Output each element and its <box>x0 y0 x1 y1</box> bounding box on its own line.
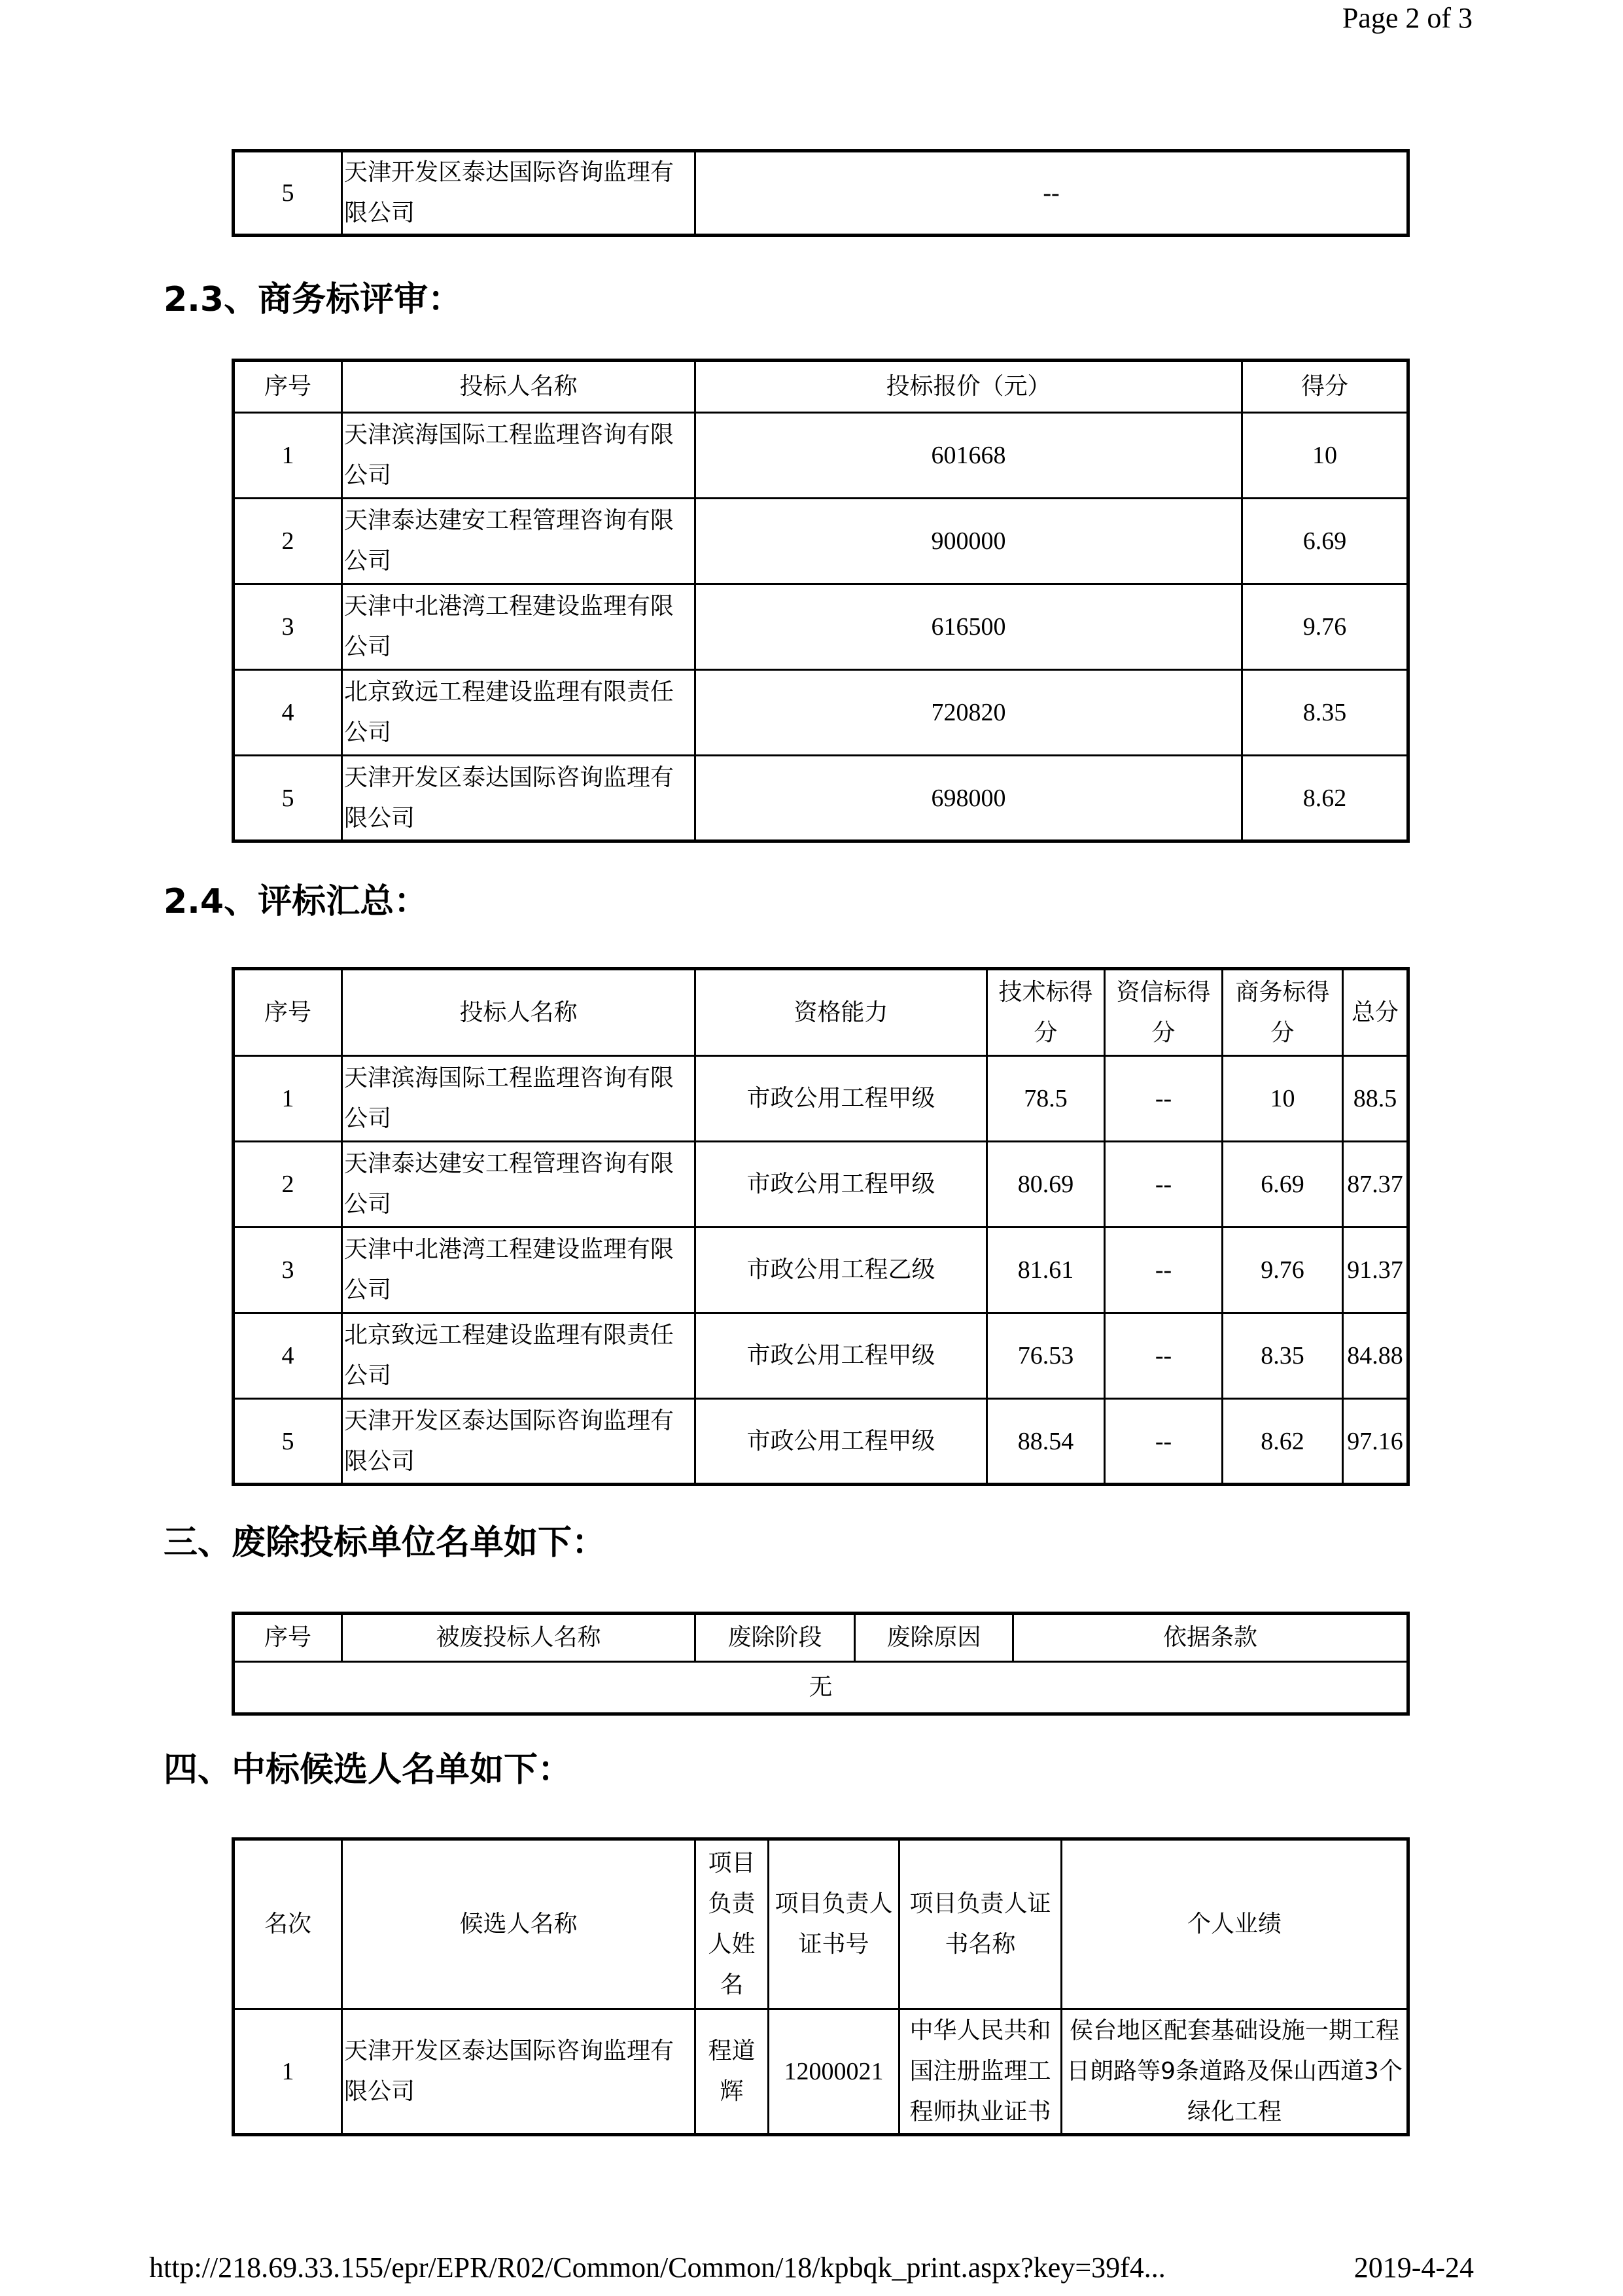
cell-qualification: 市政公用工程甲级 <box>695 1399 987 1485</box>
header-credit-score: 资信标得分 <box>1105 969 1223 1056</box>
cell-credit-score: -- <box>1105 1056 1223 1142</box>
cell-total-score: 88.5 <box>1343 1056 1408 1142</box>
cell-value: -- <box>695 151 1408 236</box>
cell-bidder-name: 天津中北港湾工程建设监理有限公司 <box>342 1227 695 1313</box>
header-disqualified-name: 被废投标人名称 <box>342 1614 695 1662</box>
cell-score: 8.35 <box>1242 670 1408 756</box>
disqualified-table <box>232 1612 1410 1716</box>
cell-technical-score: 88.54 <box>987 1399 1105 1485</box>
cell-bid-price: 698000 <box>695 756 1242 841</box>
cell-score: 6.69 <box>1242 499 1408 584</box>
table-row <box>234 584 1408 670</box>
cell-bidder-name: 天津滨海国际工程监理咨询有限公司 <box>342 1056 695 1142</box>
cell-bidder-name: 北京致远工程建设监理有限责任公司 <box>342 670 695 756</box>
header-business-score: 商务标得分 <box>1223 969 1343 1056</box>
header-rank: 名次 <box>234 1839 342 2009</box>
cell-bidder-name: 天津中北港湾工程建设监理有限公司 <box>342 584 695 670</box>
cell-bidder-name: 天津泰达建安工程管理咨询有限公司 <box>342 499 695 584</box>
cell-manager-name: 程道辉 <box>695 2009 769 2135</box>
cell-qualification: 市政公用工程甲级 <box>695 1056 987 1142</box>
cell-no: 2 <box>234 1142 342 1227</box>
header-basis-clause: 依据条款 <box>1013 1614 1408 1662</box>
cell-candidate-name: 天津开发区泰达国际咨询监理有限公司 <box>342 2009 695 2135</box>
cell-credit-score: -- <box>1105 1142 1223 1227</box>
header-cert-name: 项目负责人证书名称 <box>899 1839 1062 2009</box>
header-no: 序号 <box>234 1614 342 1662</box>
cell-bidder-name: 北京致远工程建设监理有限责任公司 <box>342 1313 695 1399</box>
business-bid-table <box>232 359 1410 843</box>
cell-business-score: 8.62 <box>1223 1399 1343 1485</box>
table-row <box>234 413 1408 499</box>
header-no: 序号 <box>234 969 342 1056</box>
table-row <box>234 1313 1408 1399</box>
table-row <box>234 1399 1408 1485</box>
page-number: Page 2 of 3 <box>1342 2 1473 34</box>
cell-qualification: 市政公用工程甲级 <box>695 1313 987 1399</box>
cell-credit-score: -- <box>1105 1399 1223 1485</box>
cell-score: 10 <box>1242 413 1408 499</box>
cell-bidder-name: 天津开发区泰达国际咨询监理有限公司 <box>342 151 695 236</box>
cell-bid-price: 900000 <box>695 499 1242 584</box>
cell-no: 4 <box>234 670 342 756</box>
table-row <box>234 1142 1408 1227</box>
cell-bid-price: 616500 <box>695 584 1242 670</box>
header-bidder-name: 投标人名称 <box>342 969 695 1056</box>
cell-total-score: 91.37 <box>1343 1227 1408 1313</box>
cell-bid-price: 720820 <box>695 670 1242 756</box>
cell-no: 3 <box>234 1227 342 1313</box>
table-row <box>234 756 1408 841</box>
table-row <box>234 670 1408 756</box>
cell-total-score: 87.37 <box>1343 1142 1408 1227</box>
heading-4: 四、中标候选人名单如下： <box>164 1750 572 1790</box>
header-candidate-name: 候选人名称 <box>342 1839 695 2009</box>
cell-bidder-name: 天津泰达建安工程管理咨询有限公司 <box>342 1142 695 1227</box>
cell-business-score: 9.76 <box>1223 1227 1343 1313</box>
cell-business-score: 10 <box>1223 1056 1343 1142</box>
evaluation-summary-table <box>232 967 1410 1486</box>
cell-score: 8.62 <box>1242 756 1408 841</box>
cell-bid-price: 601668 <box>695 413 1242 499</box>
footer-date: 2019-4-24 <box>1353 2252 1474 2284</box>
table-row <box>234 151 1408 236</box>
continued-table <box>232 149 1410 237</box>
cell-bidder-name: 天津滨海国际工程监理咨询有限公司 <box>342 413 695 499</box>
header-qualification: 资格能力 <box>695 969 987 1056</box>
header-bid-price: 投标报价（元） <box>695 361 1242 413</box>
cell-total-score: 97.16 <box>1343 1399 1408 1485</box>
cell-no: 1 <box>234 1056 342 1142</box>
cell-cert-name: 中华人民共和国注册监理工程师执业证书 <box>899 2009 1062 2135</box>
cell-bidder-name: 天津开发区泰达国际咨询监理有限公司 <box>342 756 695 841</box>
heading-3: 三、废除投标单位名单如下： <box>164 1523 606 1563</box>
cell-technical-score: 78.5 <box>987 1056 1105 1142</box>
table-row <box>234 1056 1408 1142</box>
cell-business-score: 6.69 <box>1223 1142 1343 1227</box>
cell-qualification: 市政公用工程甲级 <box>695 1142 987 1227</box>
cell-score: 9.76 <box>1242 584 1408 670</box>
cell-technical-score: 81.61 <box>987 1227 1105 1313</box>
table-row <box>234 2009 1408 2135</box>
header-disqualify-reason: 废除原因 <box>855 1614 1013 1662</box>
heading-2-3: 2.3、商务标评审： <box>164 280 462 319</box>
cell-performance: 侯台地区配套基础设施一期工程日朗路等9条道路及保山西道3个绿化工程 <box>1062 2009 1408 2135</box>
header-bidder-name: 投标人名称 <box>342 361 695 413</box>
cell-qualification: 市政公用工程乙级 <box>695 1227 987 1313</box>
header-performance: 个人业绩 <box>1062 1839 1408 2009</box>
cell-total-score: 84.88 <box>1343 1313 1408 1399</box>
cell-business-score: 8.35 <box>1223 1313 1343 1399</box>
header-score: 得分 <box>1242 361 1408 413</box>
header-manager-name: 项目负责人姓名 <box>695 1839 769 2009</box>
winning-candidate-table <box>232 1837 1410 2136</box>
cell-no: 3 <box>234 584 342 670</box>
cell-no: 5 <box>234 151 342 236</box>
cell-cert-no: 12000021 <box>769 2009 899 2135</box>
cell-credit-score: -- <box>1105 1227 1223 1313</box>
table-row <box>234 1227 1408 1313</box>
header-total-score: 总分 <box>1343 969 1408 1056</box>
table-row <box>234 499 1408 584</box>
header-no: 序号 <box>234 361 342 413</box>
cell-no: 2 <box>234 499 342 584</box>
cell-no: 1 <box>234 413 342 499</box>
header-technical-score: 技术标得分 <box>987 969 1105 1056</box>
cell-technical-score: 76.53 <box>987 1313 1105 1399</box>
heading-2-4: 2.4、评标汇总： <box>164 882 428 921</box>
cell-no: 5 <box>234 756 342 841</box>
cell-credit-score: -- <box>1105 1313 1223 1399</box>
header-disqualify-stage: 废除阶段 <box>695 1614 855 1662</box>
cell-no: 5 <box>234 1399 342 1485</box>
cell-bidder-name: 天津开发区泰达国际咨询监理有限公司 <box>342 1399 695 1485</box>
cell-technical-score: 80.69 <box>987 1142 1105 1227</box>
cell-no: 4 <box>234 1313 342 1399</box>
footer-url: http://218.69.33.155/epr/EPR/R02/Common/Common/18/kpbqk_print.aspx?key=39f4... <box>149 2252 1166 2284</box>
empty-indicator: 无 <box>234 1662 1408 1714</box>
header-cert-no: 项目负责人证书号 <box>769 1839 899 2009</box>
cell-rank: 1 <box>234 2009 342 2135</box>
